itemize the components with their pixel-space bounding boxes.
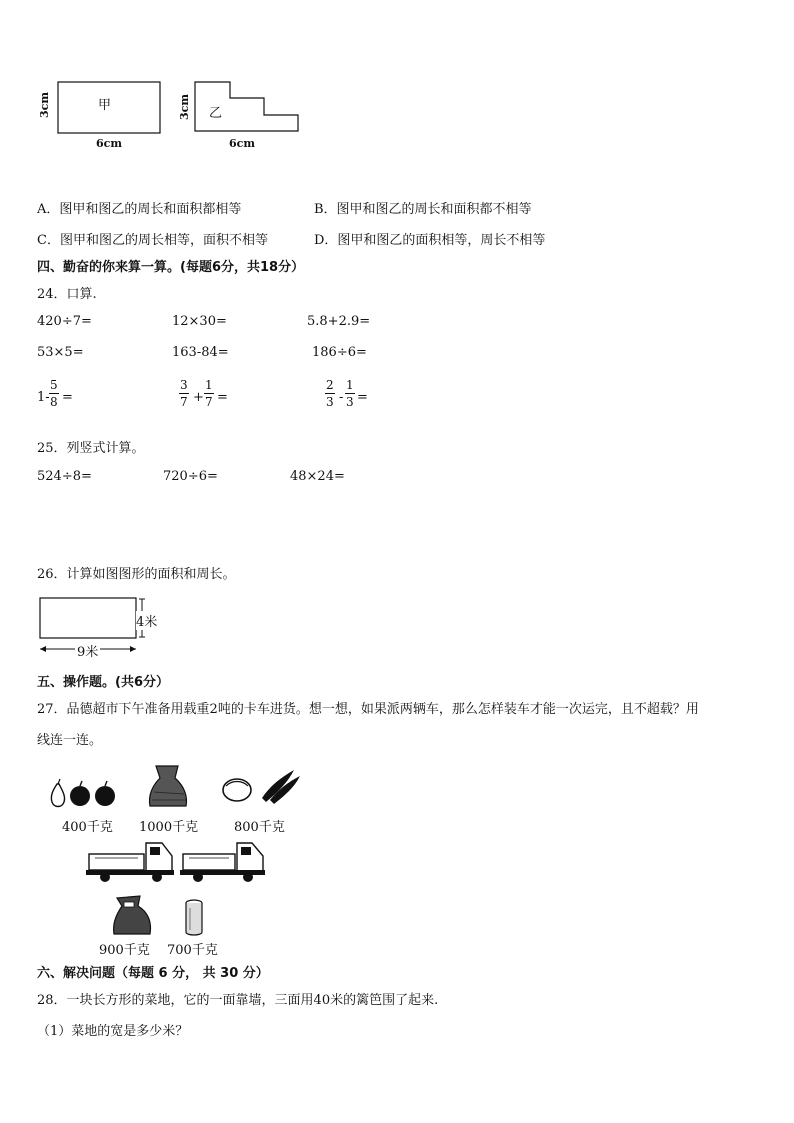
frac1-suffix: =	[62, 390, 73, 405]
q25-label: 25．列竖式计算。	[37, 441, 145, 456]
q28-text: 28．一块长方形的菜地，它的一面靠墙，三面用40米的篱笆围了起来.	[37, 993, 439, 1008]
q27-line2: 线连一连。	[37, 733, 103, 748]
q25-item-3: 48×24=	[290, 469, 345, 484]
section4-title: 四、勤奋的你来算一算。(每题6分，共18分）	[37, 260, 305, 275]
q24-r1-c3: 5.8+2.9=	[307, 314, 371, 329]
frac1: 5 8	[50, 378, 58, 409]
frac2b: 1 7	[205, 378, 213, 409]
jia-width-label: 6cm	[96, 137, 122, 150]
frac3a: 2 3	[326, 378, 334, 409]
goods-1000kg: 1000千克	[139, 820, 199, 835]
yi-label: 乙	[209, 106, 223, 121]
frac1-prefix: 1-	[37, 390, 50, 405]
frac2-op: +	[193, 390, 204, 405]
jia-label: 甲	[98, 98, 112, 113]
option-b: B．图甲和图乙的周长和面积都不相等	[314, 202, 532, 217]
yi-height-label: 3cm	[178, 94, 191, 120]
q24-r1-c2: 12×30=	[172, 314, 227, 329]
frac3-suffix: =	[357, 390, 368, 405]
frac3-op: -	[339, 390, 344, 405]
goods-400kg: 400千克	[62, 820, 113, 835]
q24-r2-c2: 163-84=	[172, 345, 229, 360]
option-d: D．图甲和图乙的面积相等，周长不相等	[314, 233, 546, 248]
goods-900kg: 900千克	[99, 943, 150, 958]
frac2-suffix: =	[217, 390, 228, 405]
yi-width-label: 6cm	[229, 137, 255, 150]
q28-sub1: （1）菜地的宽是多少米？	[37, 1024, 189, 1039]
option-a: A．图甲和图乙的周长和面积都相等	[37, 202, 242, 217]
goods-800kg: 800千克	[234, 820, 285, 835]
frac2a: 3 7	[180, 378, 188, 409]
q24-r1-c1: 420÷7=	[37, 314, 92, 329]
jia-height-label: 3cm	[38, 92, 51, 118]
section5-title: 五、操作题。(共6分）	[37, 675, 169, 690]
goods-700kg: 700千克	[167, 943, 218, 958]
q26-width-label: 9米	[75, 641, 100, 660]
q26-height-label: 4米	[136, 611, 157, 630]
frac3b: 1 3	[346, 378, 354, 409]
q25-item-1: 524÷8=	[37, 469, 92, 484]
q26-label: 26．计算如图图形的面积和周长。	[37, 567, 236, 582]
q24-label: 24．口算.	[37, 287, 97, 302]
section6-title: 六、解决问题（每题 6 分， 共 30 分）	[37, 966, 269, 981]
q25-item-2: 720÷6=	[163, 469, 218, 484]
q24-r2-c1: 53×5=	[37, 345, 84, 360]
q24-r2-c3: 186÷6=	[312, 345, 367, 360]
option-c: C．图甲和图乙的周长相等，面积不相等	[37, 233, 268, 248]
q27-line1: 27．品德超市下午准备用载重2吨的卡车进货。想一想，如果派两辆车，那么怎样装车才能一次运完，且不超载？用	[37, 702, 699, 717]
